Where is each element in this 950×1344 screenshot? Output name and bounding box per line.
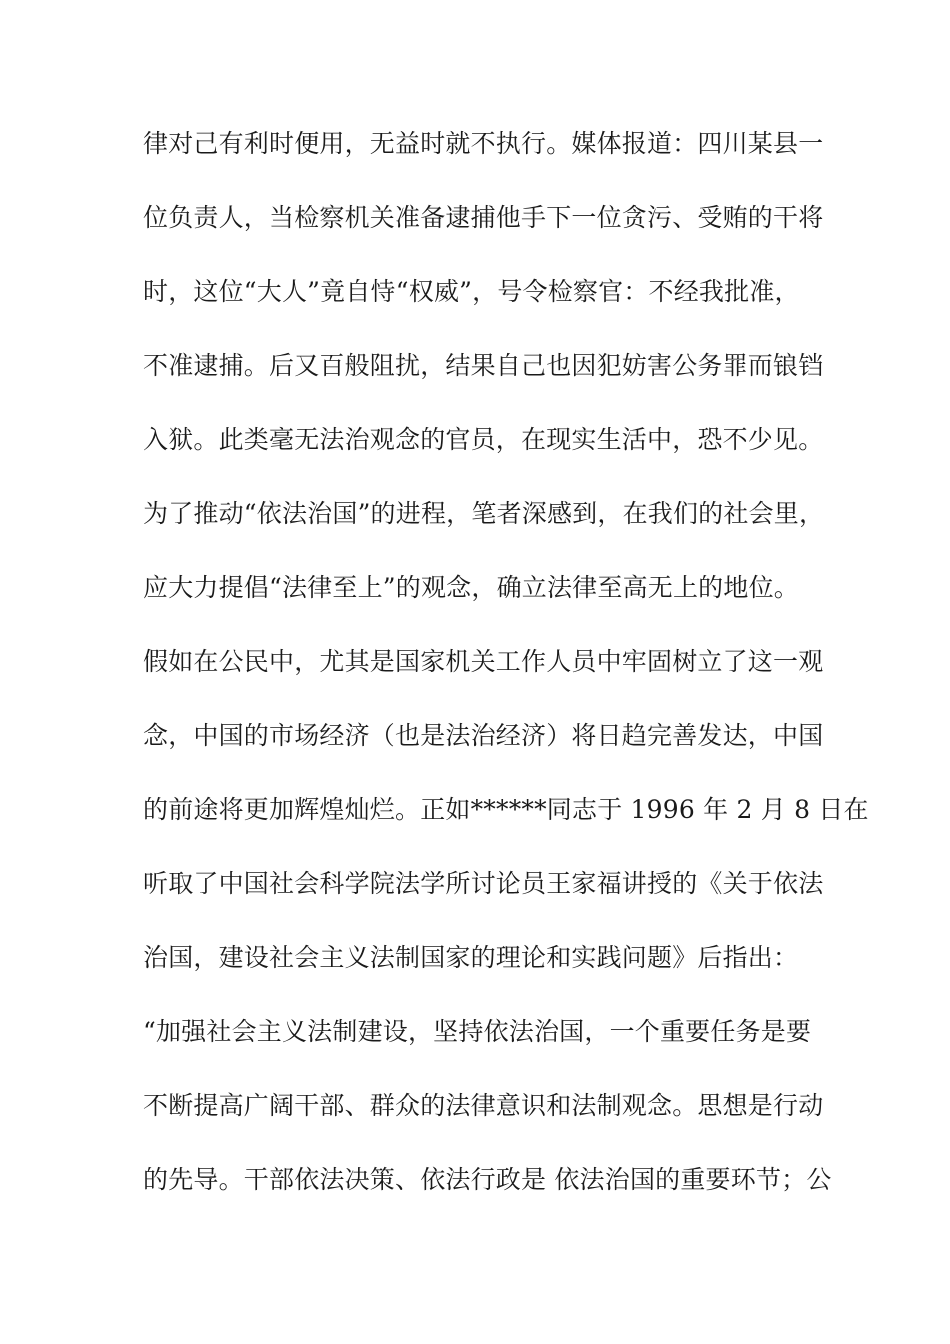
text-line: 不准逮捕。后又百般阻扰，结果自己也因犯妨害公务罪而锒铛 bbox=[143, 351, 824, 380]
text-line: 不断提高广阔干部、群众的法律意识和法制观念。思想是行动 bbox=[143, 1091, 824, 1120]
text-line: 念，中国的市场经济（也是法治经济）将日趋完善发达，中国 bbox=[143, 721, 824, 750]
text-line: 的先导。干部依法决策、依法行政是 依法治国的重要环节；公 bbox=[143, 1165, 832, 1194]
text-line: 听取了中国社会科学院法学所讨论员王家福讲授的《关于依法 bbox=[143, 869, 824, 898]
text-line: 治国，建设社会主义法制国家的理论和实践问题》后指出： bbox=[143, 943, 799, 972]
body-text bbox=[143, 129, 869, 1241]
text-line: 位负责人，当检察机关准备逮捕他手下一位贪污、受贿的干将 bbox=[143, 203, 824, 232]
text-line: 的前途将更加辉煌灿烂。正如******同志于 1996 年 2 月 8 日在 bbox=[143, 795, 869, 824]
text-line: 律对己有利时便用，无益时就不执行。媒体报道：四川某县一 bbox=[143, 129, 824, 158]
text-line: “加强社会主义法制建设，坚持依法治国，一个重要任务是要 bbox=[143, 1017, 812, 1046]
text-line: 应大力提倡“法律至上”的观念，确立法律至高无上的地位。 bbox=[143, 573, 799, 602]
text-line: 假如在公民中，尤其是国家机关工作人员中牢固树立了这一观 bbox=[143, 647, 824, 676]
text-line: 入狱。此类毫无法治观念的官员，在现实生活中，恐不少见。 bbox=[143, 425, 824, 454]
text-line: 为了推动“依法治国”的进程，笔者深感到，在我们的社会里， bbox=[143, 499, 825, 528]
text-line: 时，这位“大人”竟自恃“权威”，号令检察官：不经我批准， bbox=[143, 277, 800, 306]
